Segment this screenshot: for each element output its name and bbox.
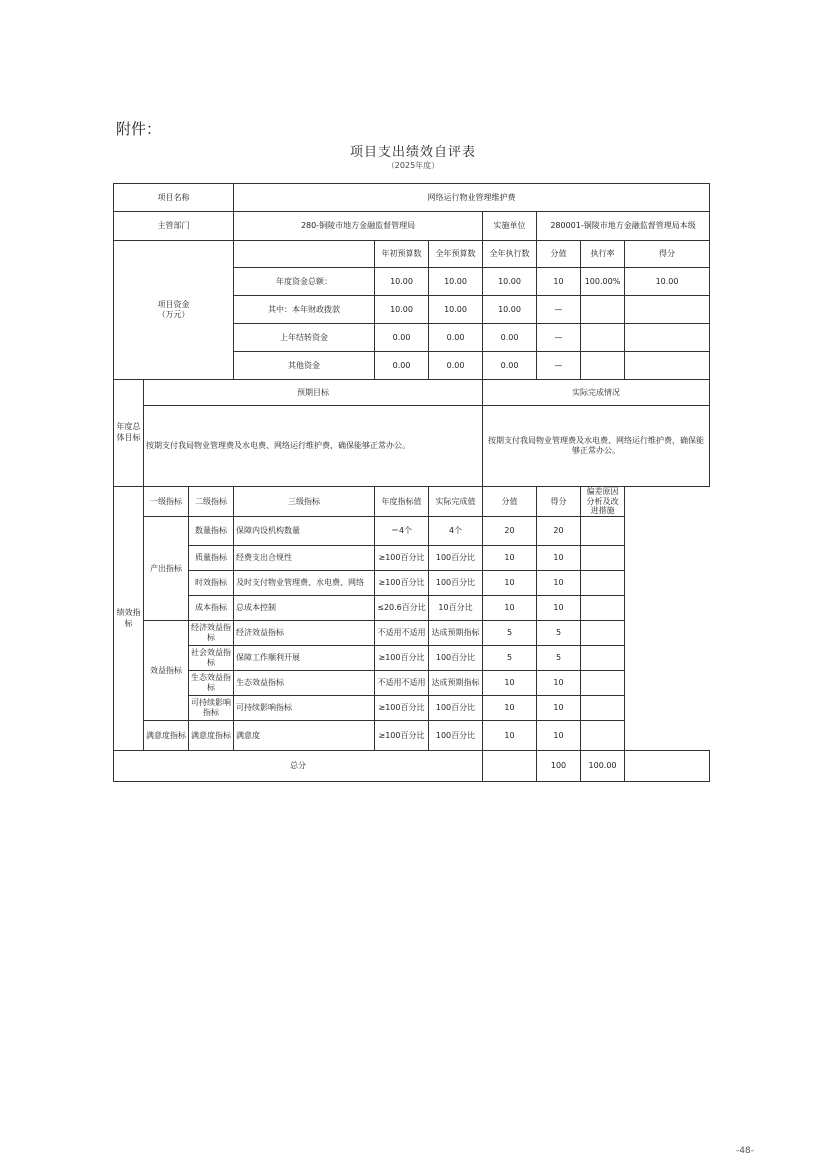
year-note: （2025年度） [386,161,440,170]
actual-cell: 达成预期指标 [429,621,483,646]
perf-header: 一级指标 [144,487,189,517]
target-cell: ≥100百分比 [375,646,429,671]
score-cell: 10 [537,671,581,696]
total-score: 100.00 [581,751,625,782]
funds-header: 分值 [537,241,581,268]
target-cell: 不适用不适用 [375,671,429,696]
funds-header: 执行率 [581,241,625,268]
perf-header: 分值 [483,487,537,517]
score-cell: 20 [537,517,581,546]
score-cell: 10 [537,546,581,571]
total-value: 100 [537,751,581,782]
page-title: 项目支出绩效自评表 [349,145,476,160]
funds-header: 得分 [625,241,710,268]
level2-cell: 时效指标 [189,571,234,596]
note-cell [581,517,625,546]
perf-row [114,671,710,696]
note-cell [581,621,625,646]
value-cell: 5 [483,646,537,671]
actual-cell: 10百分比 [429,596,483,621]
dept-label: 主管部门 [114,212,234,241]
funds-cell: 10.00 [429,296,483,324]
level3-cell: 经费支出合规性 [234,546,375,571]
score-cell: 10 [537,696,581,721]
funds-cell: 10.00 [429,268,483,296]
level2-cell: 数量指标 [189,517,234,546]
target-cell: ≥100百分比 [375,721,429,751]
total-note [625,751,710,782]
note-cell [581,571,625,596]
perf-indicator-label: 绩效指标 [114,487,144,751]
perf-row [114,596,710,621]
output-indicator-group: 产出指标 [144,517,189,621]
value-cell: 5 [483,621,537,646]
perf-header: 实际完成值 [429,487,483,517]
level3-cell: 经济效益指标 [234,621,375,646]
funds-cell [581,324,625,352]
level2-cell: 生态效益指标 [189,671,234,696]
funds-cell [625,296,710,324]
funds-cell: 10.00 [375,296,429,324]
evaluation-table [113,183,710,782]
funds-cell: 10.00 [625,268,710,296]
expected-goal-text: 按期支付我局物业管理费及水电费、网络运行维护费，确保能够正常办公。 [144,406,483,487]
perf-header: 偏差原因分析及改进措施 [581,487,625,517]
page-number: -48- [736,1146,754,1156]
funds-cell: 100.00% [581,268,625,296]
funds-cell: 0.00 [429,324,483,352]
score-cell: 5 [537,646,581,671]
funds-cell: 0.00 [375,324,429,352]
funds-row-label: 年度资金总额： [234,268,375,296]
target-cell: ≤20.6百分比 [375,596,429,621]
level2-cell: 可持续影响指标 [189,696,234,721]
total-empty [483,751,537,782]
funds-cell: 10 [537,268,581,296]
actual-cell: 100百分比 [429,696,483,721]
note-cell [581,646,625,671]
perf-header: 得分 [537,487,581,517]
note-cell [581,671,625,696]
funds-cell: 0.00 [429,352,483,380]
funds-label: 项目资金 （万元） [114,241,234,380]
satisfaction-indicator-group: 满意度指标 [144,721,189,751]
note-cell [581,596,625,621]
level3-cell: 可持续影响指标 [234,696,375,721]
funds-header: 年初预算数 [375,241,429,268]
funds-cell [625,352,710,380]
note-cell [581,546,625,571]
funds-row-label: 上年结转资金 [234,324,375,352]
target-cell: 不适用不适用 [375,621,429,646]
target-cell: ≥100百分比 [375,571,429,596]
perf-row [114,546,710,571]
value-cell: 10 [483,721,537,751]
value-cell: 10 [483,671,537,696]
funds-row-label: 其中：本年财政拨款 [234,296,375,324]
score-cell: 5 [537,621,581,646]
funds-header: 全年预算数 [429,241,483,268]
perf-row [114,696,710,721]
level2-cell: 社会效益指标 [189,646,234,671]
actual-cell: 4个 [429,517,483,546]
actual-cell: 100百分比 [429,646,483,671]
level2-cell: 经济效益指标 [189,621,234,646]
target-cell: ≥100百分比 [375,546,429,571]
level2-cell: 成本指标 [189,596,234,621]
actual-cell: 达成预期指标 [429,671,483,696]
level2-cell: 满意度指标 [189,721,234,751]
perf-header: 年度指标值 [375,487,429,517]
funds-cell: 10.00 [483,268,537,296]
value-cell: 10 [483,546,537,571]
project-name-value: 网络运行物业管理维护费 [234,184,710,212]
score-cell: 10 [537,596,581,621]
funds-cell: 0.00 [483,352,537,380]
score-cell: 10 [537,721,581,751]
level3-cell: 生态效益指标 [234,671,375,696]
funds-cell: — [537,296,581,324]
level3-cell: 及时支付物业管理费、水电费、网络 [234,571,375,596]
project-name-label: 项目名称 [114,184,234,212]
expected-goal-header: 预期目标 [144,380,483,406]
actual-cell: 100百分比 [429,721,483,751]
level3-cell: 总成本控制 [234,596,375,621]
level3-cell: 满意度 [234,721,375,751]
funds-header: 全年执行数 [483,241,537,268]
actual-goal-text: 按期支付我局物业管理费及水电费、网络运行维护费，确保能够正常办公。 [483,406,710,487]
score-cell: 10 [537,571,581,596]
actual-goal-header: 实际完成情况 [483,380,710,406]
note-cell [581,696,625,721]
level3-cell: 保障工作顺利开展 [234,646,375,671]
value-cell: 10 [483,571,537,596]
perf-header: 三级指标 [234,487,375,517]
value-cell: 10 [483,596,537,621]
perf-row [114,721,710,751]
perf-row [114,517,710,546]
funds-row-label: 其他资金 [234,352,375,380]
funds-cell: 10.00 [375,268,429,296]
value-cell: 20 [483,517,537,546]
actual-cell: 100百分比 [429,571,483,596]
perf-header: 二级指标 [189,487,234,517]
perf-row [114,646,710,671]
impl-value: 280001-铜陵市地方金融监督管理局本级 [537,212,710,241]
funds-cell [581,296,625,324]
target-cell: ≥100百分比 [375,696,429,721]
attachment-label: 附件： [116,120,162,138]
funds-cell [581,352,625,380]
benefit-indicator-group: 效益指标 [144,621,189,721]
level2-cell: 质量指标 [189,546,234,571]
perf-row [114,621,710,646]
funds-cell: — [537,324,581,352]
value-cell: 10 [483,696,537,721]
funds-cell: 0.00 [375,352,429,380]
level3-cell: 保障内设机构数量 [234,517,375,546]
annual-goal-label: 年度总体目标 [114,380,144,487]
funds-cell: 10.00 [483,296,537,324]
impl-label: 实施单位 [483,212,537,241]
total-label: 总分 [114,751,483,782]
perf-row [114,571,710,596]
funds-cell: 0.00 [483,324,537,352]
target-cell: ＝4个 [375,517,429,546]
funds-cell [625,324,710,352]
actual-cell: 100百分比 [429,546,483,571]
dept-value: 280-铜陵市地方金融监督管理局 [234,212,483,241]
funds-cell: — [537,352,581,380]
note-cell [581,721,625,751]
